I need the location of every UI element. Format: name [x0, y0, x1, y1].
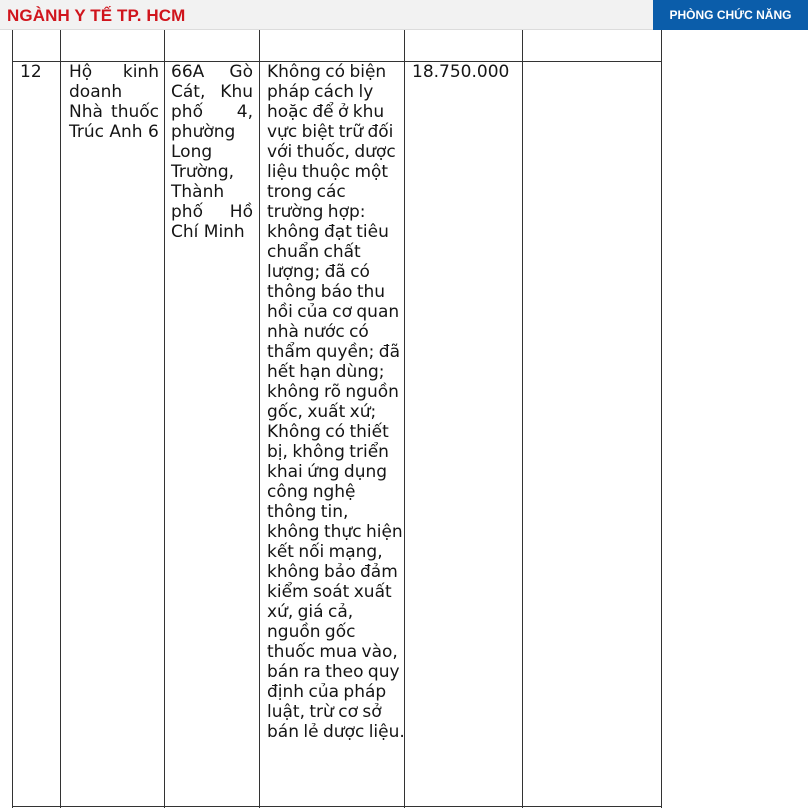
table-border-left	[12, 30, 13, 808]
row-divider	[12, 806, 662, 807]
table-border-right	[661, 30, 662, 808]
violation-item: Không có thiết bị, không triển khai ứng dụng công nghệ thông tin, không thực hiện kết nối mạng, không bảo đảm kiểm soát xuất xứ, giá cả, nguồn gốc thuốc mua vào, bán ra theo quy định của pháp luật, trừ cơ sở bán lẻ dược liệu.	[267, 422, 405, 742]
column-divider	[60, 30, 61, 808]
column-divider	[522, 30, 523, 808]
cell-fine-amount: 18.750.000	[412, 62, 510, 82]
site-title[interactable]: NGÀNH Y TẾ TP. HCM	[7, 6, 186, 25]
cell-address: 66A Gò Cát, Khu phố 4, phường Long Trường, Thành phố Hồ Chí Minh	[171, 62, 253, 242]
cell-stt: 12	[20, 62, 42, 82]
cell-business-name: Hộ kinh doanh Nhà thuốc Trúc Anh 6	[69, 62, 159, 142]
cell-violations	[267, 62, 405, 742]
penalty-table	[12, 0, 662, 808]
violation-item: Không có biện pháp cách ly hoặc để ở khu vực biệt trữ đối với thuốc, dược liệu thuộc một trong các trường hợp: không đạt tiêu chuẩn chất lượng; đã có thông báo thu hồi của cơ quan nhà nước có thẩm quyền; đã hết hạn dùng; không rõ nguồn gốc, xuất xứ;	[267, 62, 401, 422]
top-header-bar	[0, 0, 808, 30]
functional-departments-button[interactable]: PHÒNG CHỨC NĂNG	[653, 0, 808, 30]
column-divider	[164, 30, 165, 808]
column-divider	[259, 30, 260, 808]
